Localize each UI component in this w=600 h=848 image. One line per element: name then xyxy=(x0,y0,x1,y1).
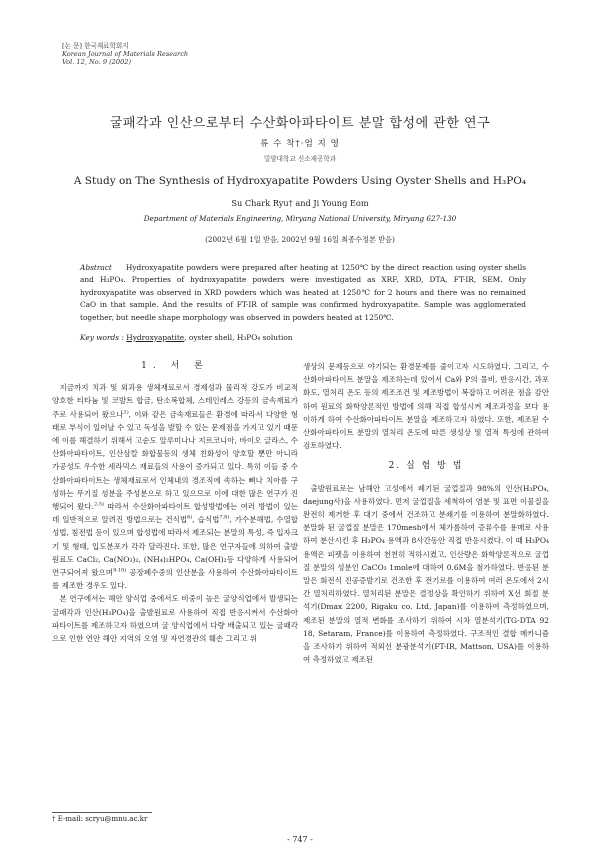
citation: 7,8) xyxy=(219,514,230,521)
abstract xyxy=(80,262,526,324)
header-line-1: [논 문] 한국재료학회지 xyxy=(62,42,129,50)
keywords-label: Key words : xyxy=(80,333,124,342)
abstract-text: Hydroxyapatite powders were prepared after heating at 1250℃ by the direct reaction using oyster shells and H₃PO₄. Properties of hydroxyapatite powders were investigated as XRF, XRD, DTA, FT-IR, SEM. Only hydroxyapatite was observed in XRD powders which was heated at 1250℃ for 2 hours and there was no remained CaO in that sample. And the results of FT-IR of sample was confirmed hydroxyapatite. Sample was agglomerated together, but needle shape morphology was observed in powders heated at 1250℃. xyxy=(80,263,526,322)
section-heading-experimental: 2. 실 험 방 법 xyxy=(388,461,464,472)
right-column xyxy=(303,360,549,666)
citation: 6) xyxy=(187,514,193,521)
header-line-3: Vol. 12, No. 9 (2002) xyxy=(62,58,132,66)
received-dates: (2002년 6월 1일 받음, 2002년 9월 16일 최종수정본 받음) xyxy=(205,235,395,244)
keywords xyxy=(80,333,526,342)
intro-paragraph-2: 본 연구에서는 해안 양식업 중에서도 비중이 높은 굴양식업에서 발생되는 굴패각과 인산(H₃PO₄)을 출발원료로 사용하여 직접 반응시켜서 수산화아파타이트를 제조하고자 하였으며 굴 양식업에서 다량 배출되고 있는 굴패각으로 인한 연안 해안 지역의 오염 및 자연경관의 훼손 그리고 위 xyxy=(52,594,298,644)
affiliation-english: Department of Materials Engineering, Miryang National University, Miryang 627-130 xyxy=(143,214,457,223)
intro-text-b: , 이와 같은 금속재료들은 환경에 따라서 다양한 형태로 부식이 일어날 수 있고 독성을 발할 수 있는 문제점을 가지고 있기 때문에 이를 해결하기 위해서 고순도 알루미나나 지르코니아, 바이오 글라스, 수산화아파타이트, 인산삼칼 화합물등의 생체 친화성이 양호할 뿐만 아니라 가공성도 우수한 세라믹스 재료들의 사용이 증가되고 있다. 특히 이들 중 수산화아파타이트는 생체재료로서 인체내의 경조직에 속하는 뼈나 치아를 구성하는 무기질 성분을 주성분으로 하고 있으므로 이에 대한 많은 연구가 진행되어 왔다. xyxy=(52,409,298,512)
intro-paragraph-3: 생상의 문제등으로 야기되는 환경문제를 줄이고자 시도하였다. 그리고, 수산화아파타이트 분말을 제조하는데 있어서 Ca와 P의 몰비, 반응시간, 과포화도, 열처리 온도 등의 제조조건 및 제조방법이 복잡하고 어려운 점을 감안하여 원료의 화학양론적인 방법에 의해 직접 합성시켜 제조과정을 보다 용이하게 하여 수산화아파타이트 분말을 제조하고자 하였다. 또한, 제조된 수산화아파타이트 분말의 열처리 온도에 따른 생성상 및 열적 특성에 관하여 검토하였다. xyxy=(303,362,549,451)
intro-text-e: , 가수분해법, 수열합성법, 침전법 등이 있으며 합성법에 따라서 제조되는 분말의 특성, 즉 입자크기 및 형태, 입도분포가 각각 달라진다. 또한, 많은 연구자들에 의하여 출발원료도 CaCl₂, Ca(NO₃)₂, (NH₄)₂HPO₄, Ca(OH)₂등 다양하게 사용되어 연구되어져 왔으며 xyxy=(52,515,298,578)
intro-text-d: , 습식법 xyxy=(192,515,220,525)
intro-text-f: 공장폐수중의 인산분을 사용하여 수산화아파타이트를 제조한 경우도 있다. xyxy=(52,568,298,591)
paper-title-english: A Study on The Synthesis of Hydroxyapatite Powders Using Oyster Shells and H₃PO₄ xyxy=(73,175,527,187)
page-number: - 747 - xyxy=(287,835,313,844)
footnote-rule xyxy=(52,812,152,813)
citation: 9-10) xyxy=(113,567,127,574)
footnote-email: † E-mail: scryu@mnu.ac.kr xyxy=(52,815,148,823)
authors-korean: 류 수 착†·엄 지 영 xyxy=(260,139,340,149)
citation: 1) xyxy=(123,409,129,416)
header-line-2: Korean Journal of Materials Research xyxy=(62,50,189,58)
journal-header xyxy=(62,42,188,66)
keywords-rest: , oyster shell, H₃PO₄ solution xyxy=(184,333,293,342)
section-heading-introduction: 1. 서 론 xyxy=(141,361,209,371)
intro-paragraph-1 xyxy=(52,381,298,592)
keyword-first: Hydroxyapatite xyxy=(126,333,185,342)
abstract-label: Abstract xyxy=(80,263,112,272)
paper-title-korean: 굴패각과 인산으로부터 수산화아파타이트 분말 합성에 관한 연구 xyxy=(109,116,491,131)
left-column xyxy=(52,360,298,645)
experimental-paragraph: 출발원료로는 남해안 고성에서 폐기된 굴껍질과 98%의 인산(H₃PO₄, daejung사)을 사용하였다. 먼저 굴껍질을 세척하여 염분 및 표면 이물질을 완전히 제거한 후 대기 중에서 건조하고 분쇄기를 이용하여 분말화하였다. 분말화 된 굴껍질 분말은 170mesh에서 체가름하여 증류수를 용매로 사용하여 분산시킨 후 H₃PO₄ 용액과 8사간동안 직접 반응시켰다. 이 때 H₃PO₄ 용액은 피펫을 이용하여 천천히 적하시켰고, 인산량은 화학양론적으로 굴껍질 분말의 성분인 CaCO₃ 1mole에 대하여 0.6M을 첨가하였다. 반응된 분말은 회전식 진공증발기로 건조한 후 전기로를 이용하여 여러 온도에서 2시간 열처리하였다. 열처리된 분말은 결정상을 확인하기 위하여 X선 회절 분석기(Dmax 2200, Rigaku co. Ltd, Japan)를 이용하여 측정하였으며, 제조된 분말의 열적 변화를 조사하기 위하여 시차 열분석기(TG-DTA 92 18, Setaram, France)를 이용하여 측정하였다. 구조적인 결합 메카니즘을 조사하기 위하여 적외선 분광분석기(FT-IR, Mattson, USA)를 이용하여 측정하였고 제조된 xyxy=(303,483,549,665)
authors-english: Su Chark Ryu† and Ji Young Eom xyxy=(231,198,369,208)
citation: 2-5) xyxy=(93,501,104,508)
intro-text-c: 따라서 수산화아파타이트 합성방법에는 여러 방법이 있는데 일반적으로 알려진 방법으로는 건식법 xyxy=(52,502,298,525)
affiliation-korean: 밀양대학교 신소재공학과 xyxy=(263,155,337,163)
intro-text-a: 지금까지 치과 및 외과용 생체재료로서 경제성과 물리적 강도가 비교적 양호한 티타늄 및 코발트 합금, 탄소복합체, 스테인레스 강등의 금속재료가 주로 사용되어 왔으나 xyxy=(52,383,298,419)
